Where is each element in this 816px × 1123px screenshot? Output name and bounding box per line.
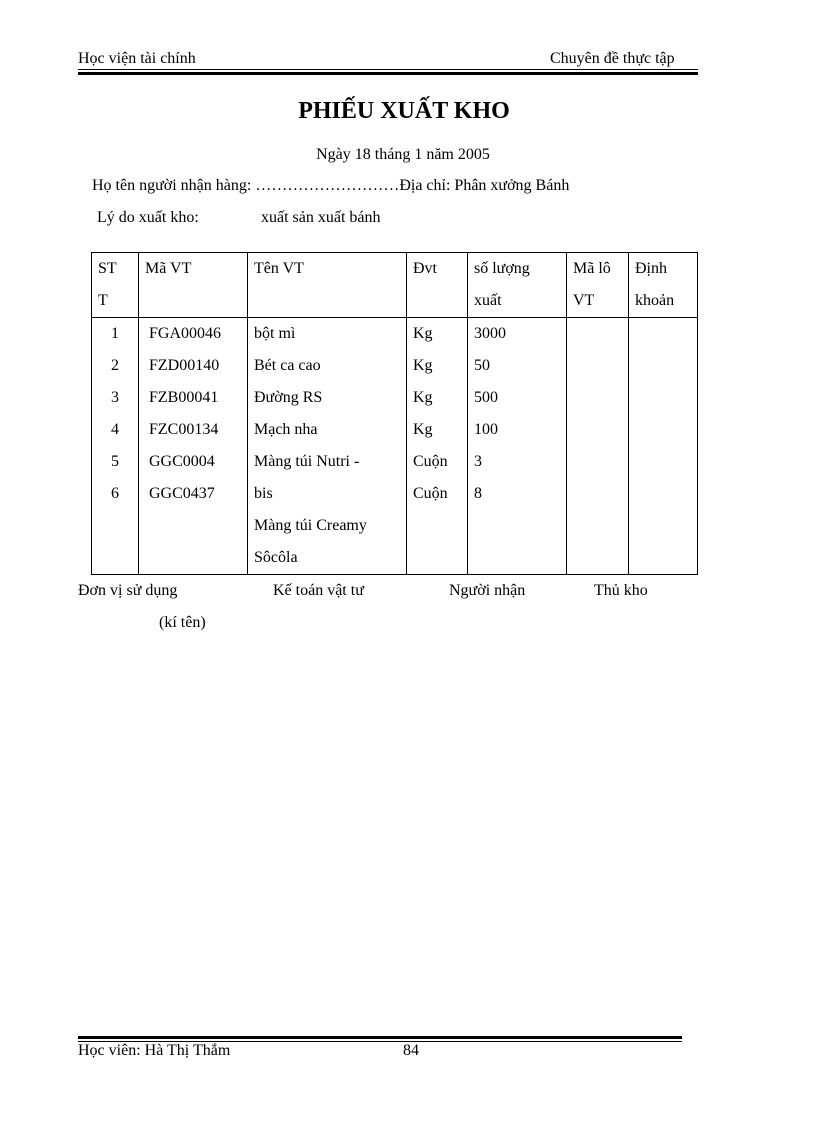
header-right: Chuyên đề thực tập bbox=[550, 50, 675, 67]
stt-column bbox=[92, 318, 139, 575]
table-cell: bột mì bbox=[254, 325, 296, 342]
table-cell: 2 bbox=[111, 357, 119, 374]
table-cell: 6 bbox=[111, 485, 119, 502]
table-cell: Cuộn bbox=[413, 485, 448, 502]
page-number: 84 bbox=[403, 1042, 419, 1059]
table-cell: 4 bbox=[111, 421, 119, 438]
table-cell: Màng túi Creamy bbox=[254, 517, 367, 534]
table-cell: 500 bbox=[474, 389, 498, 406]
table-cell: 100 bbox=[474, 421, 498, 438]
signature-note: (kí tên) bbox=[159, 614, 206, 631]
recipient-dots: ……………………… bbox=[255, 177, 400, 194]
account-column bbox=[629, 318, 698, 575]
header-code: Mã VT bbox=[139, 253, 248, 318]
goods-table bbox=[91, 252, 698, 575]
table-cell: Kg bbox=[413, 421, 433, 438]
signature-accountant: Kế toán vật tư bbox=[273, 582, 364, 599]
recipient-address: Địa chỉ: Phân xưởng Bánh bbox=[399, 177, 570, 194]
signature-unit: Đơn vị sử dụng bbox=[78, 582, 178, 599]
table-cell: Kg bbox=[413, 357, 433, 374]
header-account: Định khoản bbox=[629, 253, 698, 318]
table-cell: GGC0437 bbox=[149, 485, 215, 502]
qty-column bbox=[468, 318, 567, 575]
table-cell: FZC00134 bbox=[149, 421, 219, 438]
table-cell: GGC0004 bbox=[149, 453, 215, 470]
footer-student: Học viên: Hà Thị Thắm bbox=[78, 1042, 231, 1059]
header-qty: số lượng xuất bbox=[468, 253, 567, 318]
unit-column bbox=[407, 318, 468, 575]
table-cell: 3000 bbox=[474, 325, 506, 342]
reason-label: Lý do xuất kho: bbox=[97, 209, 199, 226]
document-title: PHIẾU XUẤT KHO bbox=[298, 98, 510, 124]
header-rule-thick bbox=[78, 72, 698, 75]
header-name: Tên VT bbox=[248, 253, 407, 318]
table-cell: bis bbox=[254, 485, 273, 502]
table-cell: Màng túi Nutri - bbox=[254, 453, 360, 470]
table-cell: Sôcôla bbox=[254, 549, 298, 566]
table-cell: 5 bbox=[111, 453, 119, 470]
header-rule-thin bbox=[78, 69, 698, 70]
document-date: Ngày 18 tháng 1 năm 2005 bbox=[316, 146, 490, 163]
header-left: Học viện tài chính bbox=[78, 50, 196, 67]
reason-value: xuất sản xuất bánh bbox=[261, 209, 381, 226]
recipient-line bbox=[92, 177, 569, 195]
table-cell: FZB00041 bbox=[149, 389, 219, 406]
table-cell: FZD00140 bbox=[149, 357, 220, 374]
header-unit: Đvt bbox=[407, 253, 468, 318]
code-column bbox=[139, 318, 248, 575]
signature-keeper: Thủ kho bbox=[594, 582, 648, 599]
name-column bbox=[248, 318, 407, 575]
table-body-row bbox=[92, 318, 698, 575]
table-cell: Mạch nha bbox=[254, 421, 318, 438]
lot-column bbox=[567, 318, 629, 575]
table-cell: Kg bbox=[413, 389, 433, 406]
recipient-label: Họ tên người nhận hàng: bbox=[92, 177, 252, 194]
signature-receiver: Người nhận bbox=[449, 582, 526, 599]
table-cell: 8 bbox=[474, 485, 482, 502]
table-cell: Kg bbox=[413, 325, 433, 342]
table-cell: 1 bbox=[111, 325, 119, 342]
table-header-row bbox=[92, 253, 698, 318]
header-stt: ST T bbox=[92, 253, 139, 318]
table-cell: Bét ca cao bbox=[254, 357, 321, 374]
table-cell: FGA00046 bbox=[149, 325, 222, 342]
table-cell: 3 bbox=[111, 389, 119, 406]
table-cell: Đường RS bbox=[254, 389, 323, 406]
table-cell: Cuộn bbox=[413, 453, 448, 470]
table-cell: 3 bbox=[474, 453, 482, 470]
header-lot: Mã lô VT bbox=[567, 253, 629, 318]
table-cell: 50 bbox=[474, 357, 490, 374]
footer-rule-thick bbox=[78, 1036, 682, 1039]
